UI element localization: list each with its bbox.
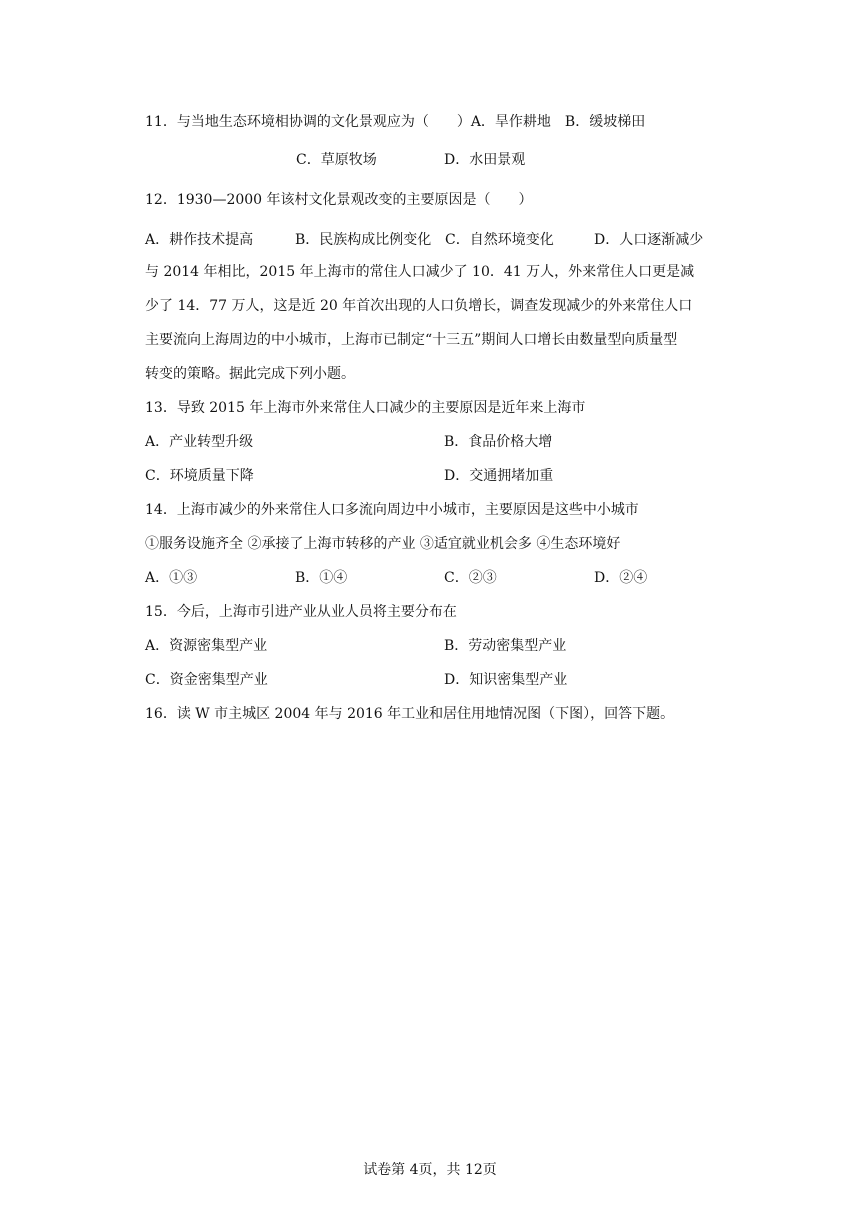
question-12-stem: 12．1930—2000 年该村文化景观改变的主要原因是（ ） [145,192,533,208]
passage-line-1: 与 2014 年相比，2015 年上海市的常住人口减少了 10．41 万人，外来常住人口更是减 [145,264,695,280]
question-12-option-d: D．人口逐渐减少 [594,232,704,248]
passage-line-4: 转变的策略。据此完成下列小题。 [145,366,355,382]
question-15-stem: 15．今后，上海市引进产业从业人员将主要分布在 [145,604,457,620]
question-13-option-b: B．食品价格大增 [444,434,553,450]
question-11-option-d: D．水田景观 [444,152,526,168]
question-14-option-a: A．①③ [145,570,198,586]
passage-line-2: 少了 14．77 万人，这是近 20 年首次出现的人口负增长，调查发现减少的外来常住人口 [145,298,693,314]
question-14-items: ①服务设施齐全 ②承接了上海市转移的产业 ③适宜就业机会多 ④生态环境好 [145,536,621,552]
question-13-option-c: C．环境质量下降 [145,468,254,484]
question-12-option-a: A．耕作技术提高 [145,232,254,248]
question-15-option-c: C．资金密集型产业 [145,672,268,688]
question-12-option-b: B．民族构成比例变化 [295,232,432,248]
question-13-stem: 13．导致 2015 年上海市外来常住人口减少的主要原因是近年来上海市 [145,400,586,416]
question-13-option-a: A．产业转型升级 [145,434,254,450]
question-15-option-a: A．资源密集型产业 [145,638,268,654]
question-12-option-c: C．自然环境变化 [445,232,554,248]
question-16-stem: 16．读 W 市主城区 2004 年与 2016 年工业和居住用地情况图（下图），回答下题。 [145,706,675,722]
question-15-option-b: B．劳动密集型产业 [444,638,567,654]
question-14-stem: 14．上海市减少的外来常住人口多流向周边中小城市，主要原因是这些中小城市 [145,502,639,518]
passage-line-3: 主要流向上海周边的中小城市，上海市已制定“十三五”期间人口增长由数量型向质量型 [145,332,678,348]
question-14-option-d: D．②④ [594,570,648,586]
question-15-option-d: D．知识密集型产业 [444,672,568,688]
question-11-stem: 11．与当地生态环境相协调的文化景观应为（ ）A．旱作耕地 B．缓坡梯田 [145,114,646,130]
question-14-option-b: B．①④ [295,570,348,586]
question-14-option-c: C．②③ [444,570,497,586]
page-footer: 试卷第 4页，共 12页 [363,1162,497,1178]
question-11-option-c: C．草原牧场 [296,152,377,168]
question-13-option-d: D．交通拥堵加重 [444,468,554,484]
